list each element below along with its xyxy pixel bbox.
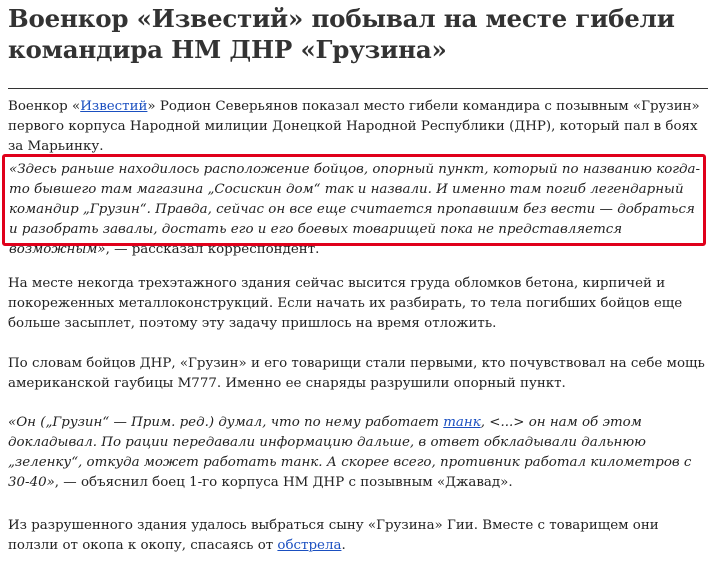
p5-attribution: , — объяснил боец 1-го корпуса НМ ДНР с позывным «Джавад».	[54, 475, 513, 490]
p1-text-pre: Военкор «	[8, 99, 81, 114]
p2-attribution: , — рассказал корреспондент.	[105, 242, 320, 257]
title-divider	[8, 88, 708, 89]
article-paragraph-4: По словам бойцов ДНР, «Грузин» и его товарищи стали первыми, кто почувствовал на себе мощь американской гаубицы М777. Именно ее снаряды разрушили опорный пункт.	[8, 356, 705, 391]
p2-quote: «Здесь раньше находилось расположение бойцов, опорный пункт, который по названию когда-то бывшего там магазина „Сосискин дом“ так и назвали. И именно там погиб легендарный командир „Грузин“. Правда, сейчас он все еще считается пропавшим без вести — добраться и разобрать завалы, достать его и его боевых товарищей пока не представляется возможным»	[9, 162, 701, 257]
tank-link[interactable]: танк	[443, 415, 481, 430]
izvestia-link[interactable]: Известий	[80, 99, 148, 114]
article-paragraph-3: На месте некогда трехэтажного здания сейчас высится груда обломков бетона, кирпичей и покореженных металлоконструкций. Если начать их разбирать, то тела погибших бойцов еще больше засыплет, поэтому эту задачу пришлось на время отложить.	[8, 276, 683, 331]
article-paragraph-1	[8, 97, 708, 157]
article-paragraph-5	[8, 413, 708, 493]
p6-text-post: .	[341, 538, 346, 553]
p1-text-post: » Родион Северьянов показал место гибели командира с позывным «Грузин» первого корпуса Народной милиции Донецкой Народной Республики (ДНР), который пал в боях за Марьинку.	[8, 99, 700, 154]
article-title: Военкор «Известий» побывал на месте гибели командира НМ ДНР «Грузина»	[8, 4, 675, 64]
p6-text-pre: Из разрушенного здания удалось выбраться сыну «Грузина» Гии. Вместе с товарищем они ползли от окопа к окопу, спасаясь от	[8, 518, 659, 553]
shelling-link[interactable]: обстрела	[277, 538, 342, 553]
p5-quote-post: , <...> он нам об этом докладывал. По рации передавали информацию дальше, в ответ обкладывали дальнюю „зеленку“, откуда может работать танк. А скорее всего, противник работал километров с 30-40»	[8, 415, 692, 490]
article-paragraph-6	[8, 516, 708, 556]
article-paragraph-2	[9, 160, 702, 260]
p5-quote-pre: «Он („Грузин“ — Прим. ред.) думал, что по нему работает	[8, 415, 444, 430]
